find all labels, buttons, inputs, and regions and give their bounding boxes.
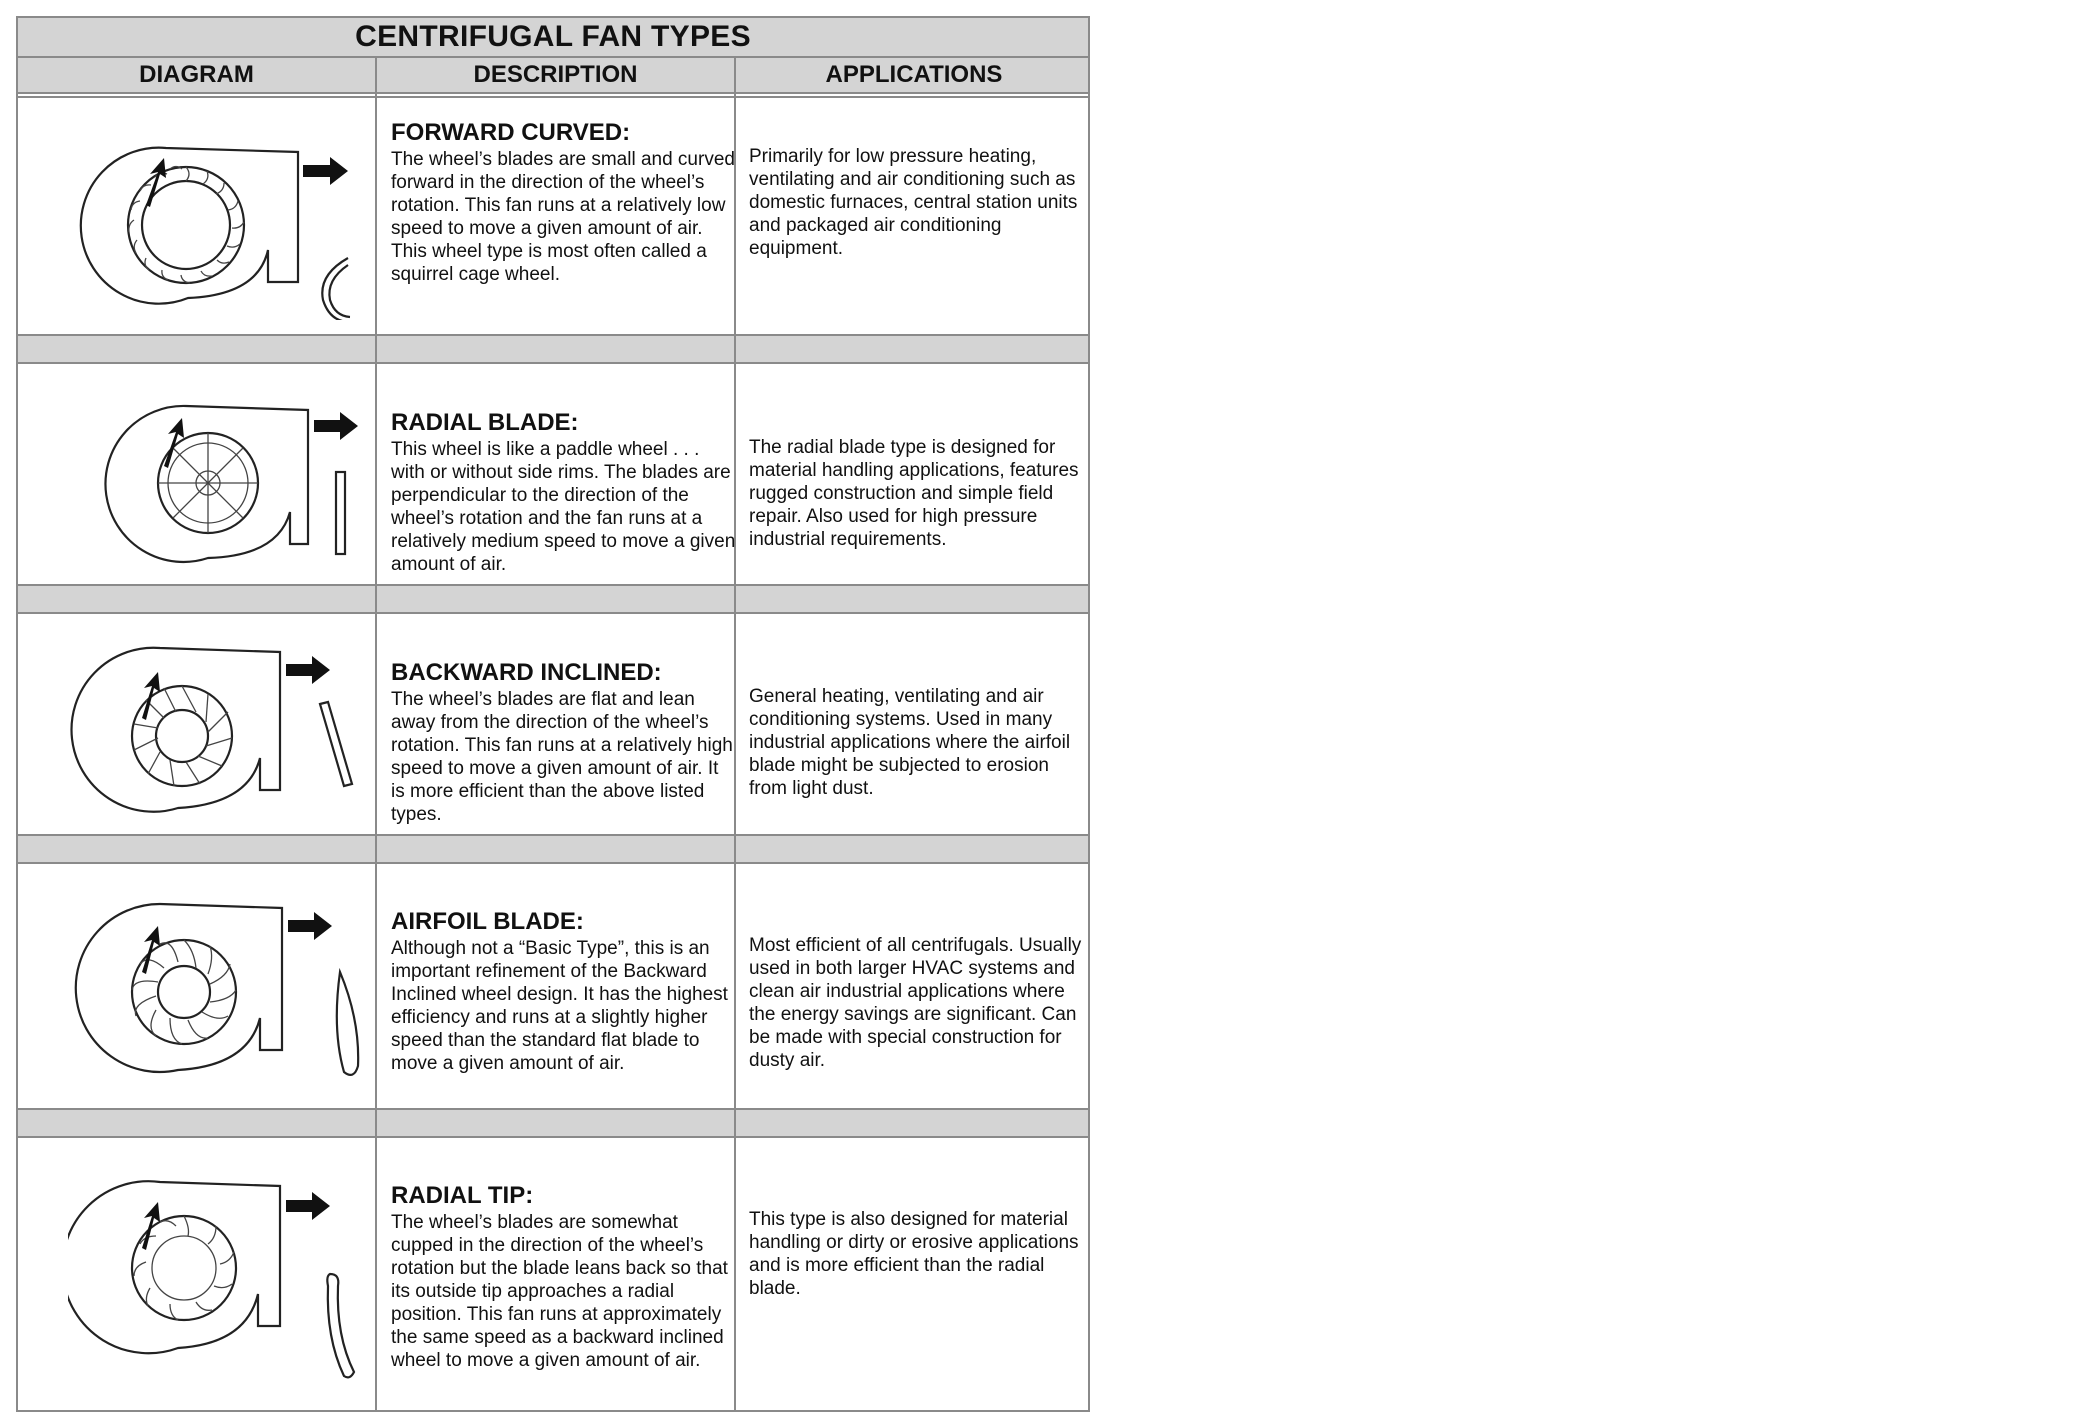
fan-type-name: RADIAL TIP: [391,1182,534,1209]
table-title: CENTRIFUGAL FAN TYPES [355,20,751,53]
row-radial-tip-description [391,1183,736,1372]
radial-blade-fan-icon [68,384,368,574]
fan-type-name: RADIAL BLADE: [391,409,579,436]
row-separator [18,836,1088,862]
row-separator [18,1110,1088,1136]
row-backward-inclined-applications: General heating, ventilating and air conditioning systems. Used in many industrial applications where the airfoil blade might be subjected to erosion from light dust. [749,686,1071,799]
airfoil-blade-fan-icon [68,880,368,1090]
row-separator [18,586,1088,612]
header-diagram: DIAGRAM [139,61,254,88]
fan-type-name: AIRFOIL BLADE: [391,908,584,935]
row-airfoil-blade-applications: Most efficient of all centrifugals. Usually used in both larger HVAC systems and clean air industrial applications where the energy savings are significant. Can be made with special construction for dusty air. [749,935,1082,1071]
radial-tip-fan-icon [68,1156,368,1396]
row-radial-blade-description [391,410,736,576]
row-forward-curved-applications: Primarily for low pressure heating, ventilating and air conditioning such as domestic furnaces, central station units and packaged air conditioning equipment. [749,146,1078,259]
header-description: DESCRIPTION [473,61,638,88]
fan-type-name: FORWARD CURVED: [391,119,631,146]
fan-type-name: BACKWARD INCLINED: [391,659,662,686]
row-radial-tip-applications: This type is also designed for material handling or dirty or erosive applications and is more efficient than the radial blade. [749,1209,1079,1299]
row-airfoil-blade-description [391,909,736,1075]
fan-type-description: The wheel’s blades are somewhat cupped in the direction of the wheel’s rotation but the blade leans back so that its outside tip approaches a radial position. This fan runs at approximately the same speed as a backward inclined wheel to move a given amount of air. [391,1212,728,1371]
header-applications: APPLICATIONS [825,61,1003,88]
row-radial-blade-applications: The radial blade type is designed for material handling applications, features rugged construction and simple field repair. Also used for high pressure industrial requirements. [749,437,1079,550]
fan-type-description: Although not a “Basic Type”, this is an important refinement of the Backward Inclined wheel design. It has the highest efficiency and runs at a slightly higher speed than the standard flat blade to move a given amount of air. [391,938,728,1074]
fan-type-description: This wheel is like a paddle wheel . . . with or without side rims. The blades are perpendicular to the direction of the wheel’s rotation and the fan runs at a relatively medium speed to move a given amount of air. [391,439,736,575]
fan-types-table [16,16,1090,1412]
forward-curved-fan-icon [68,110,368,320]
fan-type-description: The wheel’s blades are small and curved forward in the direction of the wheel’s rotation. This fan runs at a relatively low speed to move a given amount of air. This wheel type is most often called a squirrel cage wheel. [391,149,735,285]
row-backward-inclined-description [391,660,736,826]
row-forward-curved-description [391,120,736,286]
backward-inclined-fan-icon [68,632,368,826]
fan-type-description: The wheel’s blades are flat and lean away from the direction of the wheel’s rotation. This fan runs at a relatively high speed to move a given amount of air. It is more efficient than the above listed types. [391,689,733,825]
row-separator [18,336,1088,362]
